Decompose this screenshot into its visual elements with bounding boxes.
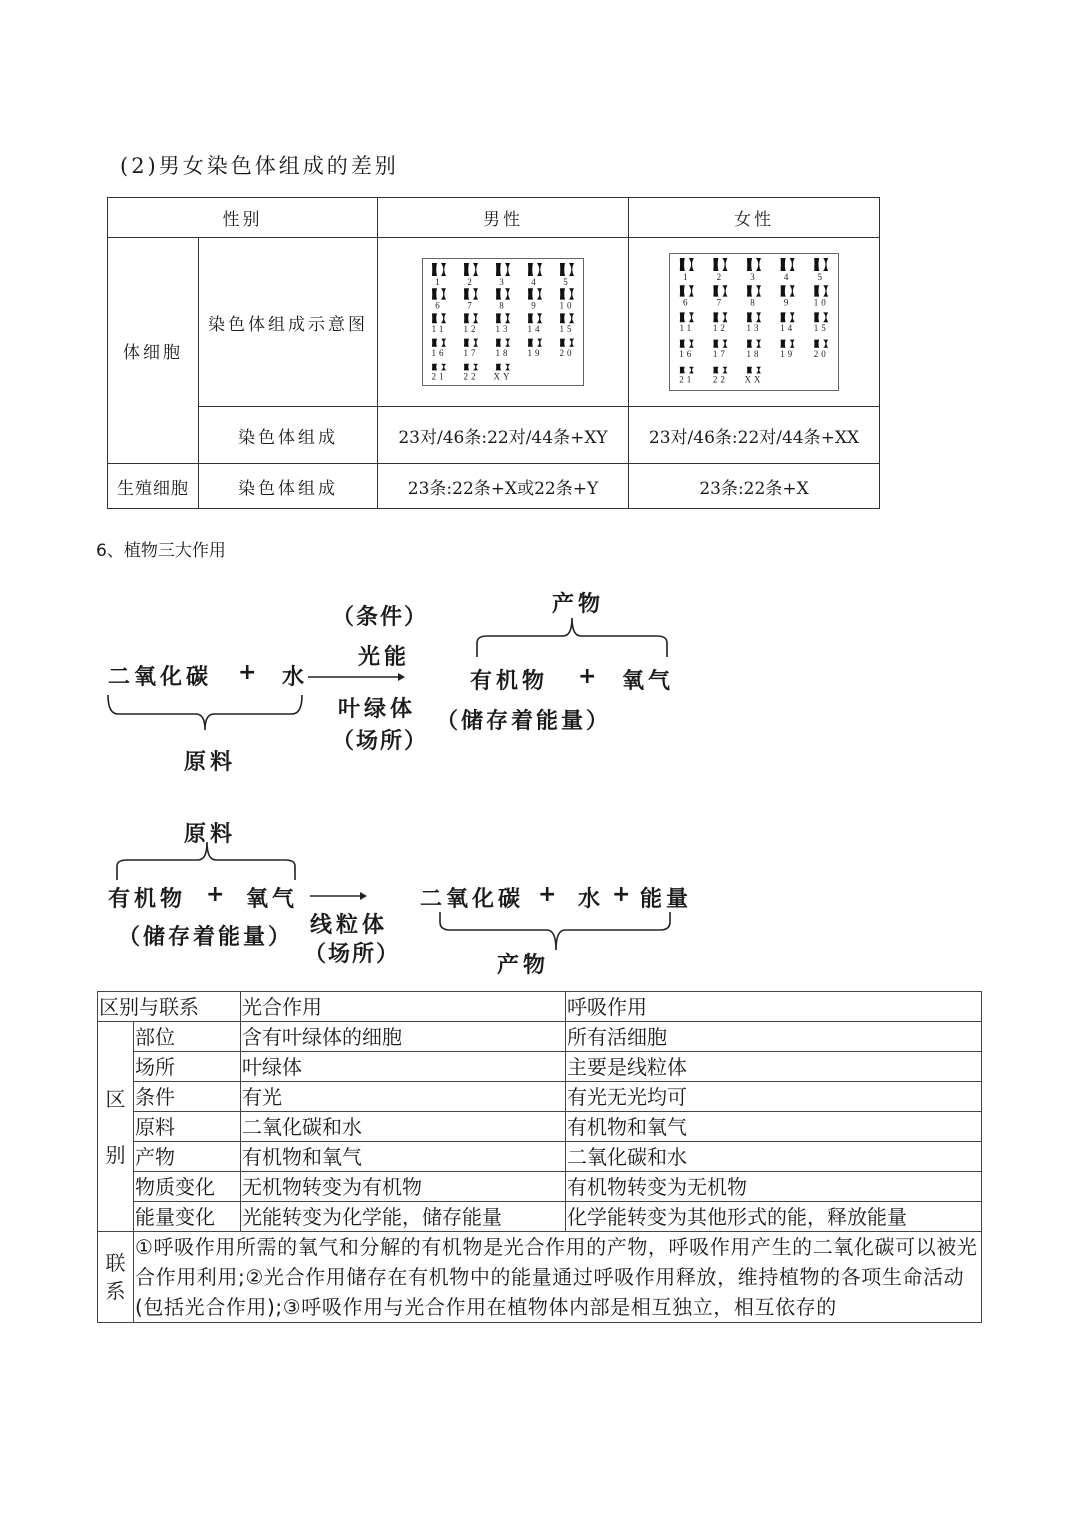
chromosome-glyph: [689, 340, 694, 348]
chromosome-pair: [814, 312, 829, 333]
chromosome-glyph: [537, 339, 542, 347]
chromosome-glyph: [689, 285, 694, 296]
composition-label: 染色体组成: [199, 407, 378, 464]
male-karyotype-svg: [423, 259, 583, 385]
chromosome-pair: [432, 339, 447, 358]
chromosome-glyph: [680, 340, 685, 348]
chromosome-glyph: [747, 312, 752, 322]
chromosome-glyph: [528, 313, 533, 323]
male-germ-composition: 23条:22条+X或22条+Y: [378, 464, 629, 509]
cmp-link-label: 联系: [98, 1232, 134, 1323]
chromosome-pair: [528, 288, 542, 310]
photo-product-note: （储存着能量）: [436, 709, 612, 734]
cmp-resp-value: 有机物和氧气: [566, 1112, 982, 1142]
chromosome-glyph: [432, 313, 437, 323]
chromosome-glyph: [814, 285, 819, 296]
chromosome-pair: [496, 288, 510, 310]
chromosome-glyph: [823, 340, 828, 348]
chromosome-glyph: [432, 263, 437, 276]
resp-reactant-oxygen: 氧气: [246, 887, 299, 912]
chromosome-glyph: [814, 312, 819, 322]
chromosome-number-label: 17: [712, 348, 728, 359]
resp-products-brace: [440, 912, 670, 950]
chromosome-pair: [464, 288, 478, 310]
cmp-resp-value: 二氧化碳和水: [566, 1142, 982, 1172]
chromosome-glyph: [680, 258, 685, 271]
chromosome-pair: [747, 258, 761, 282]
female-karyotype-cell: [629, 238, 880, 407]
chromosome-glyph: [756, 367, 761, 374]
chromosome-glyph: [537, 313, 542, 323]
chromosome-glyph: [747, 367, 752, 374]
chromosome-glyph: [790, 285, 795, 296]
chromosome-number-label: 6: [435, 300, 443, 311]
chromosome-glyph: [496, 339, 501, 347]
chromosome-number-label: 3: [750, 272, 758, 282]
somatic-cell-label: 体细胞: [108, 238, 199, 464]
cmp-header-respiration: 呼吸作用: [566, 992, 982, 1022]
chromosome-pair: [432, 313, 447, 334]
chromosome-glyph: [473, 288, 478, 299]
chromosome-pair: [781, 258, 795, 282]
chromosome-number-label: 7: [716, 297, 725, 308]
female-karyotype-svg: [670, 254, 838, 390]
cmp-photo-value: 光能转变为化学能，储存能量: [241, 1202, 566, 1232]
chromosome-pair: [528, 339, 543, 358]
chromosome-number-label: 5: [563, 277, 571, 287]
resp-product-water: 水: [578, 887, 605, 912]
chromosome-glyph: [781, 285, 786, 296]
chromosome-glyph: [432, 288, 437, 299]
chromosome-number-label: XY: [493, 371, 513, 382]
cmp-header-category: 区别与联系: [98, 992, 241, 1022]
resp-plus-3: +: [612, 882, 635, 907]
chromosome-number-label: 11: [679, 323, 695, 334]
cmp-row: [98, 1142, 982, 1172]
chromosome-pair: [745, 367, 764, 385]
chromosome-number-label: XX: [744, 374, 764, 385]
chromosome-pair: [781, 285, 795, 307]
chromosome-pair: [496, 339, 511, 358]
resp-product-co2: 二氧化碳: [420, 887, 525, 912]
chromosome-pair: [713, 367, 728, 385]
chromosome-number-label: 1: [435, 277, 443, 287]
chromosome-pair: [713, 258, 727, 282]
chromosome-number-label: 5: [817, 272, 825, 282]
chromosome-glyph: [473, 263, 478, 276]
chromosome-number-label: 18: [746, 348, 762, 359]
photo-product-oxygen: 氧气: [622, 669, 675, 694]
resp-site-mitochondria: 线粒体: [310, 913, 389, 938]
chromosome-number-label: 10: [813, 297, 829, 308]
chromosome-pair: [494, 364, 513, 382]
chromosome-glyph: [790, 258, 795, 271]
header-male: 男性: [378, 198, 629, 238]
chromosome-glyph: [569, 263, 574, 276]
chromosome-pair: [814, 285, 829, 307]
female-somatic-composition: 23对/46条:22对/44条+XX: [629, 407, 880, 464]
chromosome-pair: [679, 340, 694, 359]
chromosome-number-label: 8: [750, 297, 758, 308]
photo-site-chloroplast: 叶绿体: [338, 697, 417, 722]
cmp-photo-value: 叶绿体: [241, 1052, 566, 1082]
chromosome-pair: [560, 263, 574, 287]
chromosome-glyph: [496, 288, 501, 299]
chromosome-glyph: [473, 313, 478, 323]
chromosome-glyph: [814, 258, 819, 271]
chromosome-glyph: [496, 263, 501, 276]
chromosome-glyph: [441, 288, 446, 299]
cmp-photo-value: 无机物转变为有机物: [241, 1172, 566, 1202]
chromosome-pair: [464, 313, 479, 334]
chromosome-number-label: 2: [467, 277, 475, 287]
chromosome-number-label: 9: [531, 300, 539, 311]
cmp-resp-value: 有机物转变为无机物: [566, 1172, 982, 1202]
chromosome-pair: [560, 339, 575, 358]
chromosome-pair: [528, 263, 542, 287]
chromosome-glyph: [713, 340, 718, 348]
cmp-item: 原料: [134, 1112, 241, 1142]
chromosome-number-label: 1: [683, 272, 691, 282]
chromosome-number-label: 19: [780, 348, 796, 359]
chromosome-number-label: 20: [813, 348, 829, 359]
chromosome-glyph: [441, 364, 446, 371]
cmp-resp-value: 所有活细胞: [566, 1022, 982, 1052]
cmp-item: 场所: [134, 1052, 241, 1082]
chromosome-pair: [560, 288, 575, 310]
chromosome-pair: [780, 312, 795, 333]
chromosome-glyph: [747, 285, 752, 296]
chromosome-glyph: [680, 367, 685, 374]
chromosome-glyph: [464, 263, 469, 276]
chromosome-glyph: [790, 312, 795, 322]
chromosome-glyph: [747, 340, 752, 348]
chromosome-glyph: [781, 312, 786, 322]
chromosome-number-label: 15: [559, 324, 575, 335]
chromosome-glyph: [713, 367, 718, 374]
chromosome-pair: [713, 285, 727, 307]
chromosome-glyph: [756, 285, 761, 296]
chromosome-number-label: 21: [431, 371, 447, 382]
chromosome-number-label: 8: [499, 300, 507, 311]
chromosome-glyph: [441, 263, 446, 276]
chromosome-glyph: [505, 364, 510, 371]
chromosome-glyph: [560, 288, 565, 299]
chromosome-glyph: [528, 263, 533, 276]
photo-plus-2: +: [578, 664, 601, 689]
chromosome-number-label: 2: [716, 272, 725, 282]
respiration-arrow-head: [360, 892, 367, 900]
chromosome-number-label: 20: [559, 347, 575, 358]
chromosome-glyph: [505, 313, 510, 323]
photo-condition-light: 光能: [358, 645, 411, 670]
chromosome-glyph: [689, 258, 694, 271]
chromosome-glyph: [528, 339, 533, 347]
chromosome-glyph: [680, 312, 685, 322]
chromosome-pair: [680, 285, 694, 307]
chromosome-number-label: 21: [679, 374, 695, 385]
chromosome-pair: [432, 364, 447, 382]
cmp-photo-value: 二氧化碳和水: [241, 1112, 566, 1142]
chromosome-glyph: [722, 258, 727, 271]
cmp-item: 产物: [134, 1142, 241, 1172]
chromosome-number-label: 13: [495, 324, 511, 335]
chromosome-glyph: [560, 313, 565, 323]
chromosome-pair: [496, 313, 511, 334]
resp-products-label: 产物: [497, 953, 550, 978]
chromosome-pair: [432, 263, 446, 287]
chromosome-number-label: 15: [813, 323, 829, 334]
chromosome-number-label: 14: [780, 323, 796, 334]
photosynthesis-respiration-comparison-table: [97, 991, 982, 1323]
chromosome-pair: [780, 340, 795, 359]
chromosome-pair: [496, 263, 510, 287]
photo-reactant-co2: 二氧化碳: [108, 665, 213, 690]
chromosome-number-label: 4: [783, 272, 792, 282]
chromosome-number-label: 10: [559, 300, 575, 311]
chromosome-glyph: [569, 313, 574, 323]
germ-composition-label: 染色体组成: [199, 464, 378, 509]
chromosome-pair: [747, 312, 762, 333]
chromosome-pair: [713, 312, 728, 333]
karyotype-diagram-label: 染色体组成示意图: [199, 238, 378, 407]
chromosome-number-label: 7: [467, 300, 475, 311]
chromosome-glyph: [756, 340, 761, 348]
cmp-photo-value: 含有叶绿体的细胞: [241, 1022, 566, 1052]
cmp-resp-value: 有光无光均可: [566, 1082, 982, 1112]
chromosome-pair: [679, 367, 694, 385]
chromosome-pair: [814, 340, 829, 359]
photo-condition-label: （条件）: [332, 605, 429, 630]
chromosome-glyph: [537, 288, 542, 299]
chromosome-glyph: [781, 258, 786, 271]
chromosome-glyph: [689, 367, 694, 374]
resp-reactant-organic: 有机物: [108, 887, 187, 912]
photo-site-label: （场所）: [332, 729, 429, 754]
cmp-header-photosynthesis: 光合作用: [241, 992, 566, 1022]
chromosome-pair: [528, 313, 543, 334]
chromosome-number-label: 22: [463, 371, 479, 382]
header-sex: 性别: [108, 198, 378, 238]
resp-reactants-label: 原料: [184, 822, 237, 847]
chromosome-number-label: 22: [712, 374, 728, 385]
chromosome-number-label: 13: [746, 323, 762, 334]
cmp-row: [98, 1022, 982, 1052]
female-germ-composition: 23条:22条+X: [629, 464, 880, 509]
chromosome-pair: [747, 285, 761, 307]
photo-reactant-water: 水: [282, 665, 309, 690]
chromosome-glyph: [569, 288, 574, 299]
chromosome-pair: [679, 312, 694, 333]
chromosome-glyph: [505, 288, 510, 299]
chromosome-pair: [464, 339, 479, 358]
chromosome-glyph: [689, 312, 694, 322]
chromosome-comparison-table: [107, 197, 880, 509]
products-brace: [477, 618, 667, 657]
chromosome-glyph: [713, 312, 718, 322]
chromosome-glyph: [823, 258, 828, 271]
cmp-link-text: ①呼吸作用所需的氧气和分解的有机物是光合作用的产物，呼吸作用产生的二氧化碳可以被光合作用利用;②光合作用储存在有机物中的能量通过呼吸作用释放，维持植物的各项生命活动(包括光合作用);③呼吸作用与光合作用在植物体内部是相互独立，相互依存的: [134, 1232, 982, 1323]
chromosome-number-label: 4: [531, 277, 539, 287]
resp-reactant-note: （储存着能量）: [118, 925, 294, 950]
cmp-row: [98, 1052, 982, 1082]
chromosome-glyph: [441, 313, 446, 323]
chromosome-number-label: 18: [495, 347, 511, 358]
chromosome-glyph: [823, 285, 828, 296]
chromosome-pair: [814, 258, 828, 282]
photosynthesis-arrow-head: [398, 673, 405, 681]
chromosome-pair: [560, 313, 575, 334]
chromosome-glyph: [756, 312, 761, 322]
chromosome-number-label: 9: [783, 297, 792, 308]
chromosome-glyph: [528, 288, 533, 299]
photo-product-organic: 有机物: [470, 669, 549, 694]
chromosome-glyph: [464, 339, 469, 347]
cmp-row: [98, 1082, 982, 1112]
resp-product-energy: 能量: [640, 887, 693, 912]
chromosome-glyph: [496, 364, 501, 371]
chromosome-glyph: [756, 258, 761, 271]
chromosome-number-label: 3: [499, 277, 507, 287]
chromosome-number-label: 6: [683, 297, 691, 308]
chromosome-number-label: 14: [527, 324, 543, 335]
cmp-item: 部位: [134, 1022, 241, 1052]
cmp-resp-value: 化学能转变为其他形式的能，释放能量: [566, 1202, 982, 1232]
chromosome-glyph: [713, 285, 718, 296]
chromosome-pair: [747, 340, 762, 359]
germ-cell-label: 生殖细胞: [108, 464, 199, 509]
chromosome-number-label: 11: [431, 324, 447, 335]
chromosome-glyph: [790, 340, 795, 348]
chromosome-number-label: 17: [463, 347, 479, 358]
chromosome-glyph: [560, 339, 565, 347]
chromosome-glyph: [680, 285, 685, 296]
chromosome-glyph: [722, 312, 727, 322]
chromosome-glyph: [496, 313, 501, 323]
chromosome-glyph: [432, 339, 437, 347]
chromosome-glyph: [722, 285, 727, 296]
chromosome-glyph: [473, 364, 478, 371]
photo-reactants-label: 原料: [184, 750, 237, 775]
chromosome-glyph: [823, 312, 828, 322]
chromosome-glyph: [722, 340, 727, 348]
cmp-item: 条件: [134, 1082, 241, 1112]
male-somatic-composition: 23对/46条:22对/44条+XY: [378, 407, 629, 464]
reactants-brace: [108, 695, 302, 730]
cmp-photo-value: 有机物和氧气: [241, 1142, 566, 1172]
chromosome-number-label: 19: [527, 347, 543, 358]
chromosome-glyph: [560, 263, 565, 276]
resp-plus-2: +: [538, 882, 561, 907]
chromosome-glyph: [747, 258, 752, 271]
cmp-item: 能量变化: [134, 1202, 241, 1232]
chromosome-glyph: [441, 339, 446, 347]
chromosome-number-label: 12: [712, 323, 728, 334]
chromosome-glyph: [722, 367, 727, 374]
section-title-plant-functions: 6、植物三大作用: [96, 541, 226, 561]
section-title-sex-chromosome: (2)男女染色体组成的差别: [120, 154, 399, 178]
chromosome-number-label: 16: [679, 348, 695, 359]
cmp-photo-value: 有光: [241, 1082, 566, 1112]
chromosome-glyph: [505, 339, 510, 347]
cmp-row: [98, 1202, 982, 1232]
chromosome-glyph: [464, 313, 469, 323]
photo-plus-1: +: [238, 660, 261, 685]
chromosome-glyph: [713, 258, 718, 271]
chromosome-glyph: [781, 340, 786, 348]
photo-products-label: 产物: [552, 592, 605, 617]
chromosome-glyph: [473, 339, 478, 347]
cmp-difference-label: 区别: [98, 1022, 134, 1232]
chromosome-glyph: [464, 364, 469, 371]
chromosome-glyph: [464, 288, 469, 299]
chromosome-pair: [713, 340, 728, 359]
resp-plus-1: +: [206, 882, 229, 907]
chromosome-number-label: 12: [463, 324, 479, 335]
chromosome-glyph: [537, 263, 542, 276]
chromosome-glyph: [814, 340, 819, 348]
chromosome-number-label: 16: [431, 347, 447, 358]
male-karyotype-cell: [378, 238, 629, 407]
chromosome-glyph: [569, 339, 574, 347]
resp-site-label: （场所）: [304, 942, 401, 967]
cmp-resp-value: 主要是线粒体: [566, 1052, 982, 1082]
cmp-row: [98, 1172, 982, 1202]
chromosome-pair: [464, 263, 478, 287]
male-karyotype-image: [422, 258, 584, 386]
female-karyotype-image: [669, 253, 839, 391]
chromosome-glyph: [505, 263, 510, 276]
chromosome-pair: [432, 288, 446, 310]
header-female: 女性: [629, 198, 880, 238]
chromosome-glyph: [432, 364, 437, 371]
chromosome-pair: [680, 258, 694, 282]
chromosome-pair: [464, 364, 479, 382]
cmp-row: [98, 1112, 982, 1142]
cmp-item: 物质变化: [134, 1172, 241, 1202]
